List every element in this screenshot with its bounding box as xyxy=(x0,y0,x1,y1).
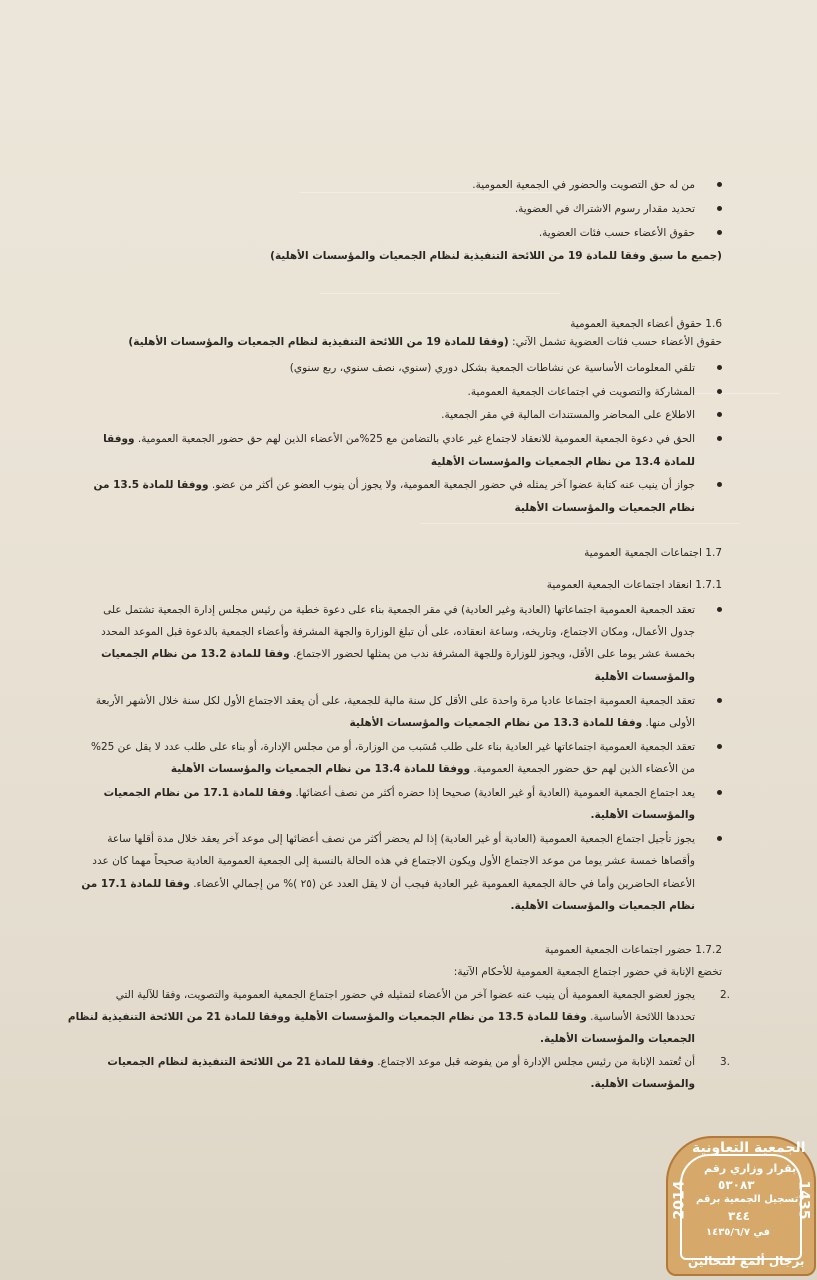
list-item: تحديد مقدار رسوم الاشتراك في العضوية. xyxy=(70,202,695,216)
list-item: تعقد الجمعية العمومية اجتماعاتها غير العادية بناء على طلب مُسَبب من الوزارة، أو من مجلس الإدارة، أو بناء على طلب عدد لا يقل عن 25% xyxy=(70,740,695,754)
item-text: الأعضاء الحاضرين وأما في حالة الجمعية العمومية غير العادية فيجب أن لا يقل العدد عن (٢٥ )% من إجمالي الأعضاء. xyxy=(189,878,695,890)
item-reference: وفقا للمادة 17.1 من نظام الجمعيات xyxy=(103,787,293,799)
item-reference: وفقا للمادة 13.2 من نظام الجمعيات xyxy=(101,648,290,660)
item-text: جواز أن ينيب عنه كتابة عضوا آخر يمثله في حضور الجمعية العمومية، ولا يجوز أن ينوب العضو عن أكثر من عضو. xyxy=(208,479,695,491)
item-text: تحددها اللائحة الأساسية. xyxy=(586,1011,695,1023)
list-item: يجوز تأجيل اجتماع الجمعية العمومية (العادية أو غير العادية) إذا لم يحضر أكثر من نصف أعضائها إلى موعد آخر يعقد خلال مدة أقلها ساعة xyxy=(70,832,695,846)
association-stamp xyxy=(666,1136,816,1276)
item-reference: نظام الجمعيات والمؤسسات الأهلية. xyxy=(510,900,695,912)
intro-text: حقوق الأعضاء حسب فئات العضوية تشمل الآتي: xyxy=(508,336,722,348)
item-reference: للمادة 13.4 من نظام الجمعيات والمؤسسات الأهلية xyxy=(430,456,695,468)
paper-crease xyxy=(420,523,740,524)
section-heading: 1.7 اجتماعات الجمعية العمومية xyxy=(584,547,722,559)
item-text: يعد اجتماع الجمعية العمومية (العادية أو غير العادية) صحيحا إذا حضره أكثر من نصف أعضائها. xyxy=(292,787,695,799)
item-number: 3. xyxy=(719,1056,730,1068)
intro-reference: (وفقا للمادة 19 من اللائحة التنفيذية لنظام الجمعيات والمؤسسات الأهلية) xyxy=(128,336,509,348)
paper-crease xyxy=(300,192,560,193)
item-reference: ووفقا للمادة 13.5 من xyxy=(93,479,209,491)
list-item: تعقد الجمعية العمومية اجتماعاتها (العادية وغير العادية) في مقر الجمعية بناء على دعوة خطية من رئيس مجلس إدارة الجمعية تشتمل على xyxy=(70,603,695,617)
paper-crease xyxy=(320,293,560,294)
list-item: من له حق التصويت والحضور في الجمعية العمومية. xyxy=(70,178,695,192)
item-number: 2. xyxy=(719,989,730,1001)
stamp-decree-number: ٥٣٠٨٣ xyxy=(718,1178,755,1192)
item-reference: والمؤسسات الأهلية. xyxy=(590,809,695,821)
list-item-cont xyxy=(70,716,695,730)
subsection-heading: 1.7.2 حضور اجتماعات الجمعية العمومية xyxy=(544,944,722,956)
section-heading: 1.6 حقوق أعضاء الجمعية العمومية xyxy=(570,318,722,330)
stamp-top-text: الجمعية التعاونية xyxy=(692,1140,806,1156)
item-text: من الأعضاء الذين لهم حق حضور الجمعية العمومية. xyxy=(470,763,695,775)
item-text: أن تُعتمد الإنابة من رئيس مجلس الإدارة أو من يفوضه قبل موعد الاجتماع. xyxy=(373,1056,695,1068)
numbered-item xyxy=(70,1055,730,1069)
stamp-decree: بقرار وزاري رقم xyxy=(704,1162,797,1175)
list-item: تعقد الجمعية العمومية اجتماعا عاديا مرة واحدة على الأقل كل سنة مالية للجمعية، على أن يعقد الاجتماع الأول لكل سنة خلال الأشهر الأربعة xyxy=(70,694,695,708)
item-reference: ووفقا للمادة 13.4 من نظام الجمعيات والمؤسسات الأهلية xyxy=(170,763,471,775)
item-text: يجوز لعضو الجمعية العمومية أن ينيب عنه عضوا آخر من الأعضاء لتمثيله في حضور اجتماع الجمعية العمومية والتصويت، وفقا للآلية التي xyxy=(115,989,695,1001)
list-item xyxy=(70,478,695,492)
item-reference: والمؤسسات الأهلية xyxy=(594,671,695,683)
list-item-cont: وأقصاها خمسة عشر يوما من موعد الاجتماع الأول ويكون الاجتماع في هذه الحالة بالنسبة إلى الجمعية العمومية العادية صحيحاً مهما كان عدد xyxy=(92,855,695,867)
stamp-registration: تسجيل الجمعية برقم xyxy=(696,1194,799,1205)
stamp-date: في ١٤٣٥/٦/٧ xyxy=(706,1227,771,1238)
item-reference: نظام الجمعيات والمؤسسات الأهلية xyxy=(514,502,695,514)
stamp-registration-number: ٣٤٤ xyxy=(728,1209,750,1223)
item-reference: وفقا للمادة 17.1 من xyxy=(81,878,190,890)
list-item-cont xyxy=(70,877,695,891)
section-intro xyxy=(70,335,722,349)
section-intro: تخضع الإنابة في حضور اجتماع الجمعية العمومية للأحكام الآتية: xyxy=(453,966,722,978)
list-item xyxy=(70,786,695,800)
list-item: المشاركة والتصويت في اجتماعات الجمعية العمومية. xyxy=(70,385,695,399)
list-item-cont: جدول الأعمال، ومكان الاجتماع، وتاريخه، وساعة انعقاده، على أن تبلغ الوزارة والجهة المشرفة وأعضاء الجمعية بالدعوة قبل الموعد المحدد xyxy=(101,626,695,638)
list-item-cont xyxy=(70,647,695,661)
list-item: حقوق الأعضاء حسب فئات العضوية. xyxy=(70,226,695,240)
item-reference: وفقا للمادة 13.3 من نظام الجمعيات والمؤسسات الأهلية xyxy=(349,717,643,729)
stamp-bottom-text: برجال ألمع للنحالين xyxy=(688,1254,805,1268)
item-reference: والمؤسسات الأهلية. xyxy=(590,1078,695,1090)
numbered-item xyxy=(70,988,730,1002)
item-text: الحق في دعوة الجمعية العمومية للانعقاد لاجتماع غير عادي بالتضامن مع 25%من الأعضاء الذين لهم حق حضور الجمعية العمومية. xyxy=(134,433,695,445)
list-item-cont xyxy=(70,762,695,776)
list-item: تلقي المعلومات الأساسية عن نشاطات الجمعية بشكل دوري (سنوي، نصف سنوي، ربع سنوي) xyxy=(70,361,695,375)
subsection-heading: 1.7.1 انعقاد اجتماعات الجمعية العمومية xyxy=(546,579,722,591)
regulation-note: (جميع ما سبق وفقا للمادة 19 من اللائحة التنفيذية لنظام الجمعيات والمؤسسات الأهلية) xyxy=(270,250,722,262)
item-reference: الجمعيات والمؤسسات الأهلية. xyxy=(540,1033,695,1045)
item-reference: ووفقا xyxy=(103,433,135,445)
item-reference: وفقا للمادة 21 من اللائحة التنفيذية لنظام الجمعيات xyxy=(107,1056,374,1068)
item-text: الأولى منها. xyxy=(642,717,695,729)
item-text: بخمسة عشر يوما على الأقل، ويجوز للوزارة وللجهة المشرفة ندب من يمثلها لحضور الاجتماع. xyxy=(289,648,695,660)
stamp-year-gregorian: 2014 xyxy=(671,1180,688,1220)
numbered-item-cont xyxy=(67,1010,695,1024)
list-item xyxy=(70,432,695,446)
stamp-year-hijri: 1435 xyxy=(795,1180,812,1220)
list-item: الاطلاع على المحاضر والمستندات المالية في مقر الجمعية. xyxy=(70,408,695,422)
item-reference: وفقا للمادة 13.5 من نظام الجمعيات والمؤسسات الأهلية ووفقا للمادة 21 من اللائحة التنفيذية لنظام xyxy=(67,1011,587,1023)
